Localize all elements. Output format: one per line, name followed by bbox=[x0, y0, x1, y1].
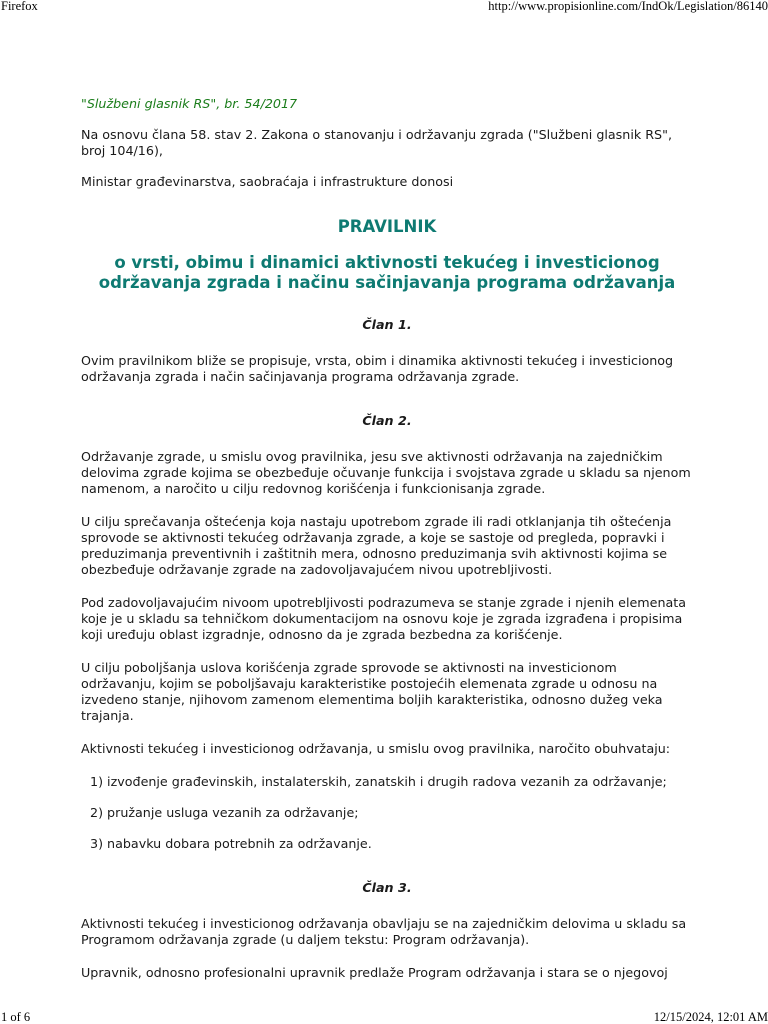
article-paragraph: Ovim pravilnikom bliže se propisuje, vrsta, obim i dinamika aktivnosti tekućeg i investicionog održavanja zgrada i način sačinjavanja programa održavanja zgrade. bbox=[81, 353, 674, 384]
article-heading: Član 3. bbox=[362, 880, 412, 895]
article-paragraph: Pod zadovoljavajućim nivoom upotrebljivosti podrazumeva se stanje zgrade i njenih elemenata koje je u skladu sa tehničkom dokumentacijom na osnovu koje je zgrada izgrađena i propisima koji uređuju oblast izgradnje, odnosno da je zgrada bezbedna za korišćenje. bbox=[81, 595, 687, 642]
article-heading: Član 2. bbox=[362, 413, 412, 428]
article-paragraph: Aktivnosti tekućeg i investicionog održavanja obavljaju se na zajedničkim delovima u skladu sa Programom održavanja zgrade (u daljem tekstu: Program održavanja). bbox=[81, 916, 687, 947]
article-1 bbox=[81, 317, 693, 385]
document-body bbox=[81, 96, 693, 998]
page-url[interactable]: http://www.propisionline.com/IndOk/Legislation/86140 bbox=[488, 0, 768, 13]
print-header bbox=[0, 0, 768, 14]
document-subtitle: o vrsti, obimu i dinamici aktivnosti tekućeg i investicionog održavanja zgrada i načinu sačinjavanja programa održavanja bbox=[98, 253, 676, 292]
list-item: 1) izvođenje građevinskih, instalaterskih, zanatskih i drugih radova vezanih za održavanje; bbox=[90, 774, 667, 789]
browser-name: Firefox bbox=[1, 0, 38, 13]
preamble: Na osnovu člana 58. stav 2. Zakona o stanovanju i održavanju zgrada ("Službeni glasnik RS", broj 104/16), bbox=[81, 127, 672, 158]
article-paragraph: U cilju sprečavanja oštećenja koja nastaju upotrebom zgrade ili radi otklanjanja tih oštećenja sprovode se aktivnosti tekućeg održavanja zgrade, a koje se sastoje od pregleda, popravki i preduzimanja preventivnih i zaštitnih mera, odnosno preduzimanja svih aktivnosti kojima se obezbeđuje održavanje zgrade na zadovoljavajućem nivou upotrebljivosti. bbox=[81, 514, 672, 577]
article-paragraph: Održavanje zgrade, u smislu ovog pravilnika, jesu sve aktivnosti održavanja na zajedničkim delovima zgrade kojima se obezbeđuje očuvanje funkcija i svojstava zgrade u skladu sa njenom namenom, a naročito u cilju redovnog korišćenja i funkcionisanja zgrade. bbox=[81, 449, 691, 496]
page-counter: 1 of 6 bbox=[1, 1010, 31, 1024]
issuer: Ministar građevinarstva, saobraćaja i infrastrukture donosi bbox=[81, 174, 454, 189]
gazette-reference: "Službeni glasnik RS", br. 54/2017 bbox=[81, 96, 298, 111]
print-footer bbox=[0, 1010, 768, 1024]
article-paragraph: U cilju poboljšanja uslova korišćenja zgrade sprovode se aktivnosti na investicionom održavanju, kojim se poboljšavaju karakteristike postojećih elemenata zgrade u odnosu na izvedeno stanje, njihovom zamenom elementima boljih karakteristika, odnosno dužeg veka trajanja. bbox=[81, 660, 663, 723]
list-item: 2) pružanje usluga vezanih za održavanje; bbox=[90, 805, 359, 820]
article-heading: Član 1. bbox=[362, 317, 412, 332]
list-item: 3) nabavku dobara potrebnih za održavanje. bbox=[90, 836, 372, 851]
article-2 bbox=[81, 413, 693, 852]
document-title: PRAVILNIK bbox=[337, 217, 437, 236]
article-3 bbox=[81, 880, 693, 981]
article-paragraph: Aktivnosti tekućeg i investicionog održavanja, u smislu ovog pravilnika, naročito obuhvataju: bbox=[81, 741, 671, 756]
article-paragraph: Upravnik, odnosno profesionalni upravnik predlaže Program održavanja i stara se o njegovoj bbox=[81, 965, 668, 980]
print-datetime: 12/15/2024, 12:01 AM bbox=[653, 1010, 768, 1024]
